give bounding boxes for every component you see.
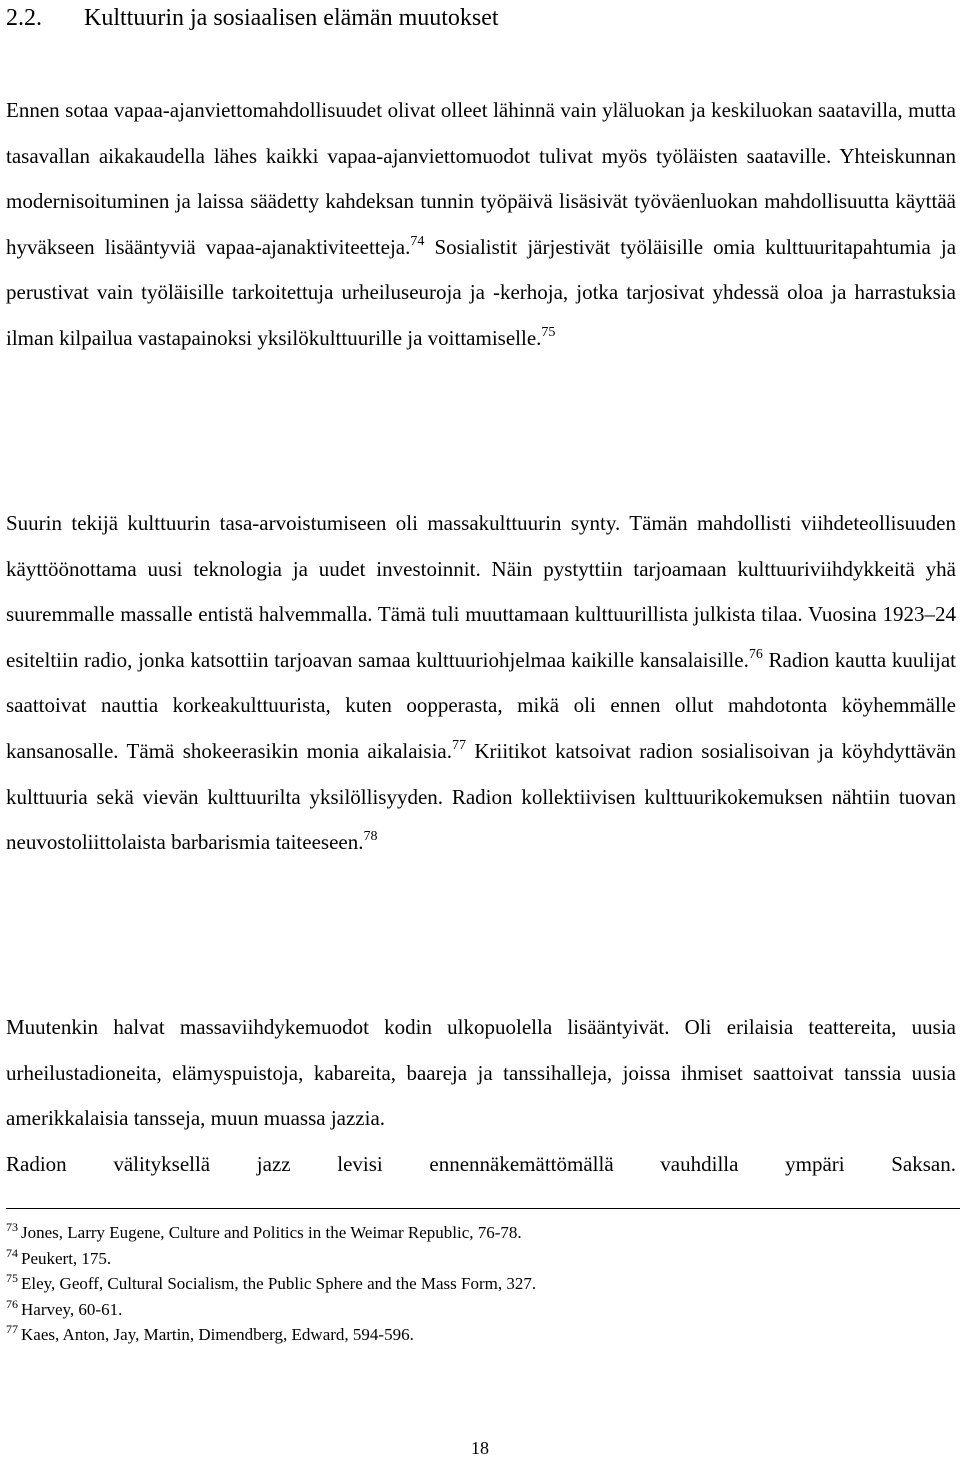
footnote-item <box>6 1271 956 1297</box>
paragraph-1-text-b: Sosialistit järjestivät työläisille omia kulttuuritapahtumia ja perustivat vain työläisille tarkoitettuja urheiluseuroja ja -kerhoja, jotka tarjosivat yhdessä oloa ja harrastuksia ilman kilpailua vastapainoksi yksilökulttuurille ja voittamiselle. <box>6 234 957 350</box>
section-number: 2.2. <box>6 5 42 31</box>
footnotes-list <box>6 1220 956 1348</box>
footnote-ref-77[interactable]: 77 <box>451 737 466 753</box>
page-number: 18 <box>471 1438 489 1458</box>
paragraph-2-text-a: Suurin tekijä kulttuurin tasa-arvoistumiseen oli massakulttuurin synty. Tämän mahdollisti viihdeteollisuuden käyttöönottama uusi teknologia ja uudet investoinnit. Näin pystyttiin tarjoamaan kulttuuriviihdykkeitä yhä suuremmalle massalle entistä halvemmalla. Tämä tuli muuttamaan kulttuurillista julkista tilaa. Vuosina 1923–24 esiteltiin radio, jonka katsottiin tarjoavan samaa kulttuuriohjelmaa kaikille kansalaisille. <box>6 511 956 672</box>
footnote-item <box>6 1220 956 1246</box>
footnote-ref-74[interactable]: 74 <box>410 233 425 249</box>
section-title: Kulttuurin ja sosiaalisen elämän muutokset <box>84 5 499 31</box>
footnote-text: Harvey, 60-61. <box>21 1299 123 1319</box>
paragraph-1 <box>6 88 956 362</box>
paragraph-1-text-a: Ennen sotaa vapaa-ajanviettomahdollisuudet olivat olleet lähinnä vain yläluokan ja keskiluokan saatavilla, mutta tasavallan aikakaudella lähes kaikki vapaa-ajanviettomuodot tulivat myös työläisten saataville. Yhteiskunnan modernisoituminen ja laissa säädetty kahdeksan tunnin työpäivä lisäsivät työväenluokan mahdollisuutta käyttää hyväkseen lisääntyviä vapaa-ajanaktiviteetteja. <box>6 98 956 259</box>
footnote-item <box>6 1246 956 1272</box>
footnote-ref-75[interactable]: 75 <box>541 324 556 340</box>
footnote-text: Eley, Geoff, Cultural Socialism, the Public Sphere and the Mass Form, 327. <box>21 1274 537 1293</box>
section-heading <box>6 2 499 34</box>
footnote-item <box>6 1322 956 1348</box>
paragraph-3-last-line: Radion välityksellä jazz levisi ennennäkemättömällä vauhdilla ympäri Saksan. <box>6 1151 956 1176</box>
footnote-ref-76[interactable]: 76 <box>748 646 763 662</box>
footnote-text: Peukert, 175. <box>21 1248 112 1268</box>
footnote-text: Jones, Larry Eugene, Culture and Politics in the Weimar Republic, 76-78. <box>21 1223 522 1242</box>
paragraph-2-text-c: Kriitikot katsoivat radion sosialisoivan ja köyhdyttävän kulttuuria sekä vievän kulttuurilta yksilöllisyyden. Radion kollektiivisen kulttuurikokemuksen nähtiin tuovan neuvostoliittolaista barbarismia taiteeseen. <box>6 738 956 855</box>
footnote-number: 77 <box>6 1322 18 1336</box>
footnote-number: 75 <box>6 1271 18 1285</box>
footnote-number: 76 <box>6 1296 18 1311</box>
footnote-separator <box>6 1208 960 1209</box>
paragraph-2-text-b: Radion kautta kuulijat saattoivat nauttia korkeakulttuurista, kuten oopperasta, mikä oli ennen ollut mahdotonta köyhemmälle kansanosalle. Tämä shokeerasikin monia aikalaisia. <box>6 647 956 763</box>
footnote-text: Kaes, Anton, Jay, Martin, Dimendberg, Edward, 594-596. <box>21 1325 414 1344</box>
paragraph-2 <box>6 501 956 866</box>
footnote-number: 74 <box>6 1245 18 1260</box>
paragraph-3-text: Muutenkin halvat massaviihdykemuodot kodin ulkopuolella lisääntyivät. Oli erilaisia teattereita, uusia urheilustadioneita, elämyspuistoja, kabareita, baareja ja tanssihalleja, joissa ihmiset saattoivat tanssia uusia amerikkalaisia tansseja, muun muassa jazzia. <box>6 1015 956 1131</box>
footnote-number: 73 <box>6 1220 18 1234</box>
footnote-ref-78[interactable]: 78 <box>363 829 378 845</box>
footnote-item <box>6 1297 956 1323</box>
paragraph-3 <box>6 1005 956 1187</box>
